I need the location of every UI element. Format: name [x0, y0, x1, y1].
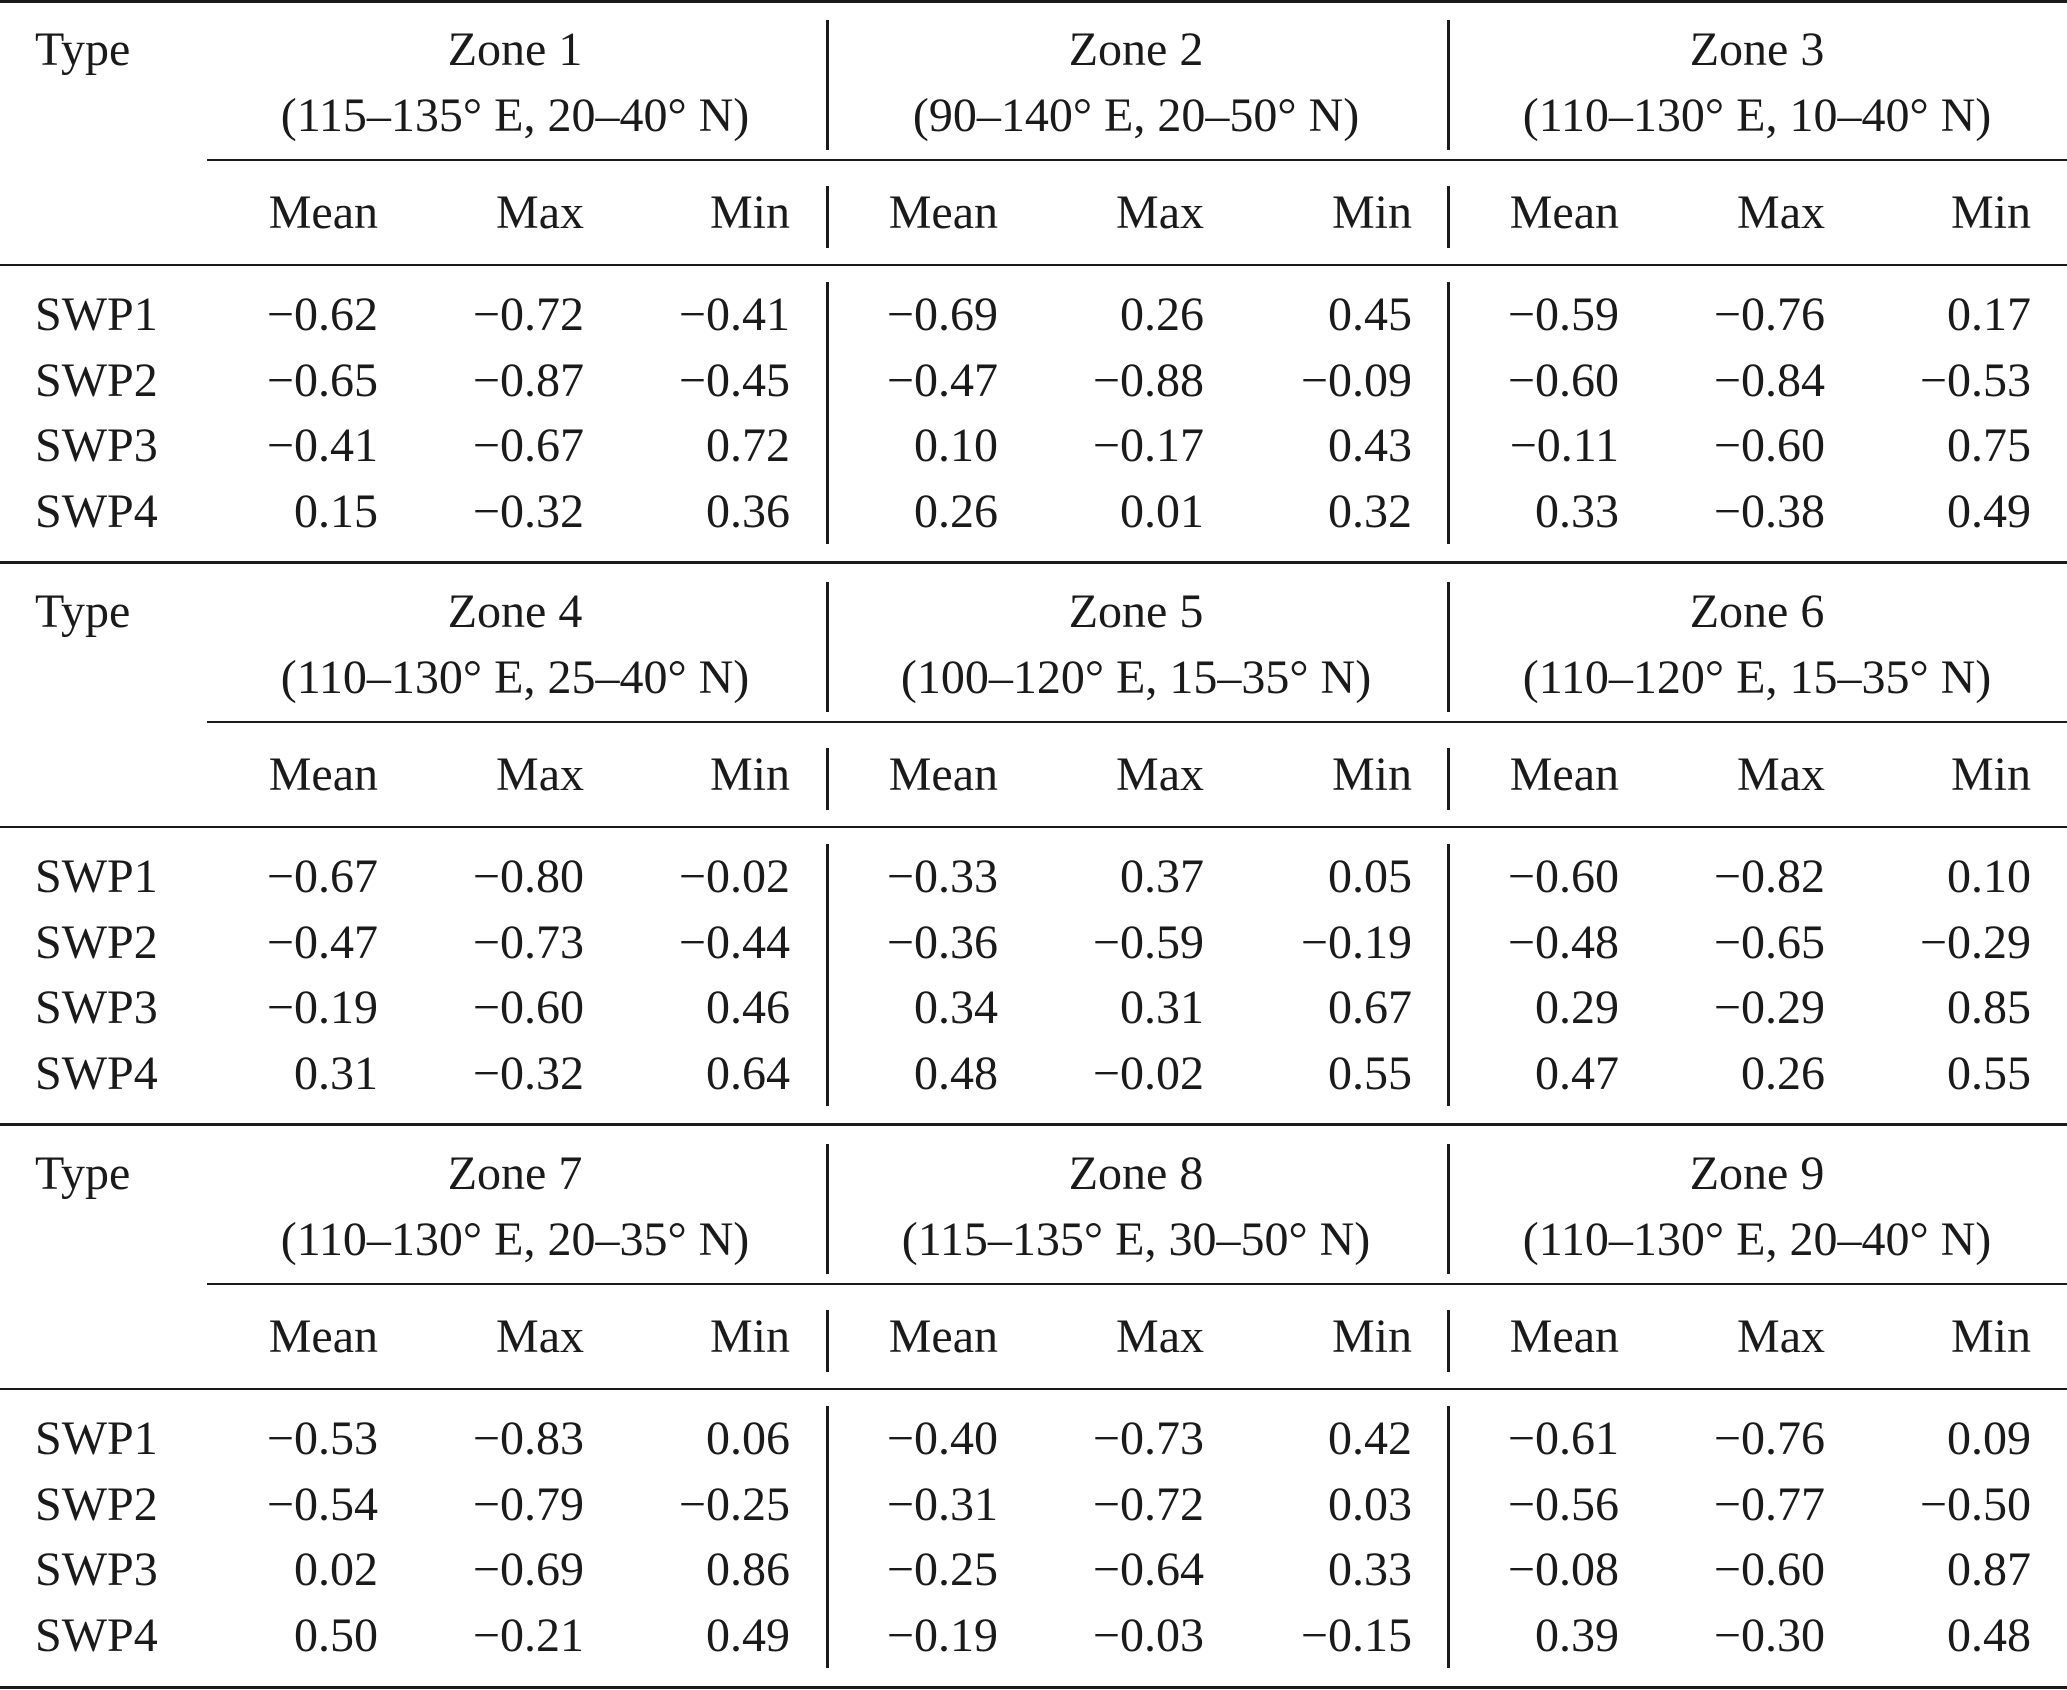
table-cell: −0.83	[472, 1412, 584, 1465]
table-cell: 0.50	[294, 1608, 378, 1662]
table-cell: −0.19	[266, 981, 378, 1034]
table-cell: −0.25	[886, 1543, 998, 1596]
zone-name: Zone 6	[1689, 585, 1825, 638]
table-cell: −0.02	[1092, 1046, 1204, 1100]
row-type-label: SWP2	[35, 1477, 158, 1531]
table-cell: 0.45	[1328, 288, 1412, 341]
zone-name: Zone 8	[1068, 1147, 1204, 1200]
table-cell: −0.60	[472, 981, 584, 1034]
zone-header-rule	[207, 1283, 2067, 1285]
zone-divider-header	[826, 1144, 829, 1274]
stat-header-max: Max	[1116, 748, 1204, 801]
table-cell: −0.21	[472, 1608, 584, 1662]
stat-header-rule	[0, 1388, 2067, 1390]
stat-header-mean: Mean	[268, 186, 378, 239]
zone-divider-stats	[1447, 1310, 1450, 1372]
stat-header-min: Min	[1950, 1310, 2031, 1363]
table-cell: −0.65	[1713, 915, 1825, 969]
row-type-label: SWP3	[35, 419, 158, 472]
table-cell: −0.30	[1713, 1608, 1825, 1662]
table-cell: −0.62	[266, 288, 378, 341]
zone-divider-data	[1447, 1406, 1450, 1668]
table-cell: −0.32	[472, 484, 584, 538]
table-cell: 0.39	[1535, 1608, 1619, 1662]
table-cell: 0.31	[1120, 981, 1204, 1034]
table-cell: −0.41	[266, 419, 378, 472]
table-cell: 0.05	[1328, 850, 1412, 903]
table-cell: −0.47	[266, 915, 378, 969]
stat-header-min: Min	[709, 1310, 790, 1363]
zone-divider-header	[1447, 582, 1450, 712]
zone-divider-header	[1447, 20, 1450, 150]
zone-divider-data	[1447, 844, 1450, 1106]
row-type-label: SWP4	[35, 1608, 158, 1662]
stat-header-max: Max	[1737, 186, 1825, 239]
row-type-label: SWP4	[35, 1046, 158, 1100]
stat-header-mean: Mean	[888, 186, 998, 239]
zone-divider-stats	[1447, 186, 1450, 248]
block-separator-rule	[0, 1123, 2067, 1126]
zone-name: Zone 7	[447, 1147, 583, 1200]
stat-header-rule	[0, 264, 2067, 266]
stat-header-mean: Mean	[1509, 1310, 1619, 1363]
zone-divider-data	[826, 1406, 829, 1668]
zone-header-rule	[207, 721, 2067, 723]
table-top-rule	[0, 0, 2067, 3]
zone-divider-stats	[826, 748, 829, 810]
row-type-label: SWP3	[35, 1543, 158, 1596]
table-cell: −0.88	[1092, 353, 1204, 407]
table-cell: −0.53	[266, 1412, 378, 1465]
table-cell: −0.36	[886, 915, 998, 969]
table-cell: −0.32	[472, 1046, 584, 1100]
stat-header-mean: Mean	[268, 1310, 378, 1363]
table-cell: −0.73	[1092, 1412, 1204, 1465]
table-cell: 0.49	[1947, 484, 2031, 538]
table-cell: −0.54	[266, 1477, 378, 1531]
table-cell: 0.10	[1947, 850, 2031, 903]
table-cell: −0.87	[472, 353, 584, 407]
zone-range: (110–130° E, 20–40° N)	[1522, 1213, 1992, 1266]
table-cell: −0.48	[1507, 915, 1619, 969]
stat-header-max: Max	[496, 186, 584, 239]
zone-name: Zone 4	[447, 585, 583, 638]
table-cell: −0.56	[1507, 1477, 1619, 1531]
zone-range: (110–130° E, 25–40° N)	[280, 651, 750, 704]
stat-header-max: Max	[1737, 1310, 1825, 1363]
table-cell: 0.86	[706, 1543, 790, 1596]
table-cell: −0.50	[1919, 1477, 2031, 1531]
table-cell: 0.36	[706, 484, 790, 538]
stat-header-mean: Mean	[888, 1310, 998, 1363]
table-cell: −0.79	[472, 1477, 584, 1531]
table-cell: 0.01	[1120, 484, 1204, 538]
table-cell: −0.60	[1507, 850, 1619, 903]
type-header: Type	[35, 23, 131, 76]
zone-divider-header	[826, 20, 829, 150]
table-cell: 0.72	[706, 419, 790, 472]
table-cell: −0.64	[1092, 1543, 1204, 1596]
zone-range: (100–120° E, 15–35° N)	[900, 651, 1372, 704]
table-cell: 0.37	[1120, 850, 1204, 903]
table-cell: −0.02	[678, 850, 790, 903]
row-type-label: SWP2	[35, 915, 158, 969]
table-cell: −0.53	[1919, 353, 2031, 407]
table-cell: 0.42	[1328, 1412, 1412, 1465]
table-cell: 0.03	[1328, 1477, 1412, 1531]
table-cell: −0.17	[1092, 419, 1204, 472]
stat-header-mean: Mean	[268, 748, 378, 801]
type-header: Type	[35, 1147, 131, 1200]
row-type-label: SWP1	[35, 1412, 158, 1465]
table-cell: 0.34	[914, 981, 998, 1034]
table-cell: 0.06	[706, 1412, 790, 1465]
table-cell: −0.15	[1300, 1608, 1412, 1662]
zone-range: (110–130° E, 20–35° N)	[280, 1213, 750, 1266]
table-cell: −0.47	[886, 353, 998, 407]
table-cell: −0.44	[678, 915, 790, 969]
table-cell: 0.10	[914, 419, 998, 472]
zone-divider-data	[1447, 282, 1450, 544]
zone-divider-data	[826, 282, 829, 544]
table-cell: 0.67	[1328, 981, 1412, 1034]
table-cell: −0.69	[472, 1543, 584, 1596]
table-cell: −0.09	[1300, 353, 1412, 407]
table-cell: −0.03	[1092, 1608, 1204, 1662]
table-cell: −0.77	[1713, 1477, 1825, 1531]
stat-header-max: Max	[1116, 186, 1204, 239]
table-cell: −0.69	[886, 288, 998, 341]
table-cell: −0.61	[1507, 1412, 1619, 1465]
table-cell: −0.31	[886, 1477, 998, 1531]
table-cell: −0.11	[1509, 419, 1619, 472]
stat-header-min: Min	[1331, 186, 1412, 239]
table-cell: −0.60	[1713, 1543, 1825, 1596]
table-cell: 0.47	[1535, 1046, 1619, 1100]
table-cell: 0.87	[1947, 1543, 2031, 1596]
table-cell: −0.67	[266, 850, 378, 903]
table-cell: 0.64	[706, 1046, 790, 1100]
zone-range: (115–135° E, 20–40° N)	[280, 89, 750, 142]
zone-name: Zone 2	[1068, 23, 1204, 76]
table-cell: 0.46	[706, 981, 790, 1034]
stat-header-min: Min	[1331, 748, 1412, 801]
table-cell: −0.25	[678, 1477, 790, 1531]
zone-divider-header	[826, 582, 829, 712]
table-cell: −0.29	[1713, 981, 1825, 1034]
row-type-label: SWP4	[35, 484, 158, 538]
stat-header-min: Min	[1950, 748, 2031, 801]
table-cell: 0.26	[1120, 288, 1204, 341]
zone-header-rule	[207, 159, 2067, 161]
table-cell: 0.49	[706, 1608, 790, 1662]
zone-range: (115–135° E, 30–50° N)	[901, 1213, 1371, 1266]
table-cell: 0.48	[914, 1046, 998, 1100]
row-type-label: SWP3	[35, 981, 158, 1034]
table-cell: 0.31	[294, 1046, 378, 1100]
table-cell: 0.26	[1741, 1046, 1825, 1100]
zone-name: Zone 3	[1689, 23, 1825, 76]
table-cell: 0.75	[1947, 419, 2031, 472]
type-header: Type	[35, 585, 131, 638]
zone-name: Zone 9	[1689, 1147, 1825, 1200]
table-cell: −0.29	[1919, 915, 2031, 969]
table-cell: −0.33	[886, 850, 998, 903]
zone-divider-stats	[826, 186, 829, 248]
row-type-label: SWP1	[35, 288, 158, 341]
stat-header-min: Min	[1331, 1310, 1412, 1363]
table-cell: 0.33	[1535, 484, 1619, 538]
table-cell: −0.08	[1507, 1543, 1619, 1596]
table-cell: 0.55	[1947, 1046, 2031, 1100]
stat-header-mean: Mean	[888, 748, 998, 801]
table-cell: −0.65	[266, 353, 378, 407]
table-cell: −0.59	[1507, 288, 1619, 341]
stat-header-min: Min	[709, 748, 790, 801]
table-cell: 0.55	[1328, 1046, 1412, 1100]
row-type-label: SWP2	[35, 353, 158, 407]
table-cell: 0.32	[1328, 484, 1412, 538]
zone-divider-data	[826, 844, 829, 1106]
zone-divider-stats	[826, 1310, 829, 1372]
table-cell: −0.72	[1092, 1477, 1204, 1531]
stat-header-rule	[0, 826, 2067, 828]
table-cell: 0.26	[914, 484, 998, 538]
table-cell: −0.76	[1713, 1412, 1825, 1465]
stat-header-min: Min	[709, 186, 790, 239]
zone-divider-stats	[1447, 748, 1450, 810]
table-cell: −0.82	[1713, 850, 1825, 903]
stat-header-mean: Mean	[1509, 748, 1619, 801]
zone-name: Zone 1	[447, 23, 583, 76]
table-cell: 0.15	[294, 484, 378, 538]
row-type-label: SWP1	[35, 850, 158, 903]
table-cell: −0.80	[472, 850, 584, 903]
stat-header-max: Max	[496, 748, 584, 801]
table-cell: −0.19	[886, 1608, 998, 1662]
stat-header-max: Max	[496, 1310, 584, 1363]
zone-divider-header	[1447, 1144, 1450, 1274]
table-cell: −0.73	[472, 915, 584, 969]
table-cell: −0.60	[1507, 353, 1619, 407]
table-cell: 0.48	[1947, 1608, 2031, 1662]
table-cell: −0.60	[1713, 419, 1825, 472]
table-cell: 0.43	[1328, 419, 1412, 472]
table-cell: 0.17	[1947, 288, 2031, 341]
zone-range: (110–120° E, 15–35° N)	[1522, 651, 1992, 704]
block-separator-rule	[0, 561, 2067, 564]
table-cell: −0.84	[1713, 353, 1825, 407]
table-cell: −0.38	[1713, 484, 1825, 538]
table-cell: −0.45	[678, 353, 790, 407]
table-cell: 0.29	[1535, 981, 1619, 1034]
stat-header-mean: Mean	[1509, 186, 1619, 239]
table-cell: −0.19	[1300, 915, 1412, 969]
table-cell: −0.67	[472, 419, 584, 472]
table-cell: −0.41	[678, 288, 790, 341]
zone-range: (90–140° E, 20–50° N)	[912, 89, 1360, 142]
stat-header-max: Max	[1116, 1310, 1204, 1363]
table-cell: −0.76	[1713, 288, 1825, 341]
zone-range: (110–130° E, 10–40° N)	[1522, 89, 1992, 142]
table-cell: 0.33	[1328, 1543, 1412, 1596]
table-cell: 0.85	[1947, 981, 2031, 1034]
table-cell: 0.02	[294, 1543, 378, 1596]
zone-name: Zone 5	[1068, 585, 1204, 638]
table-cell: −0.72	[472, 288, 584, 341]
table-cell: 0.09	[1947, 1412, 2031, 1465]
stat-header-min: Min	[1950, 186, 2031, 239]
table-cell: −0.59	[1092, 915, 1204, 969]
stat-header-max: Max	[1737, 748, 1825, 801]
table-cell: −0.40	[886, 1412, 998, 1465]
table-bottom-rule	[0, 1686, 2067, 1689]
